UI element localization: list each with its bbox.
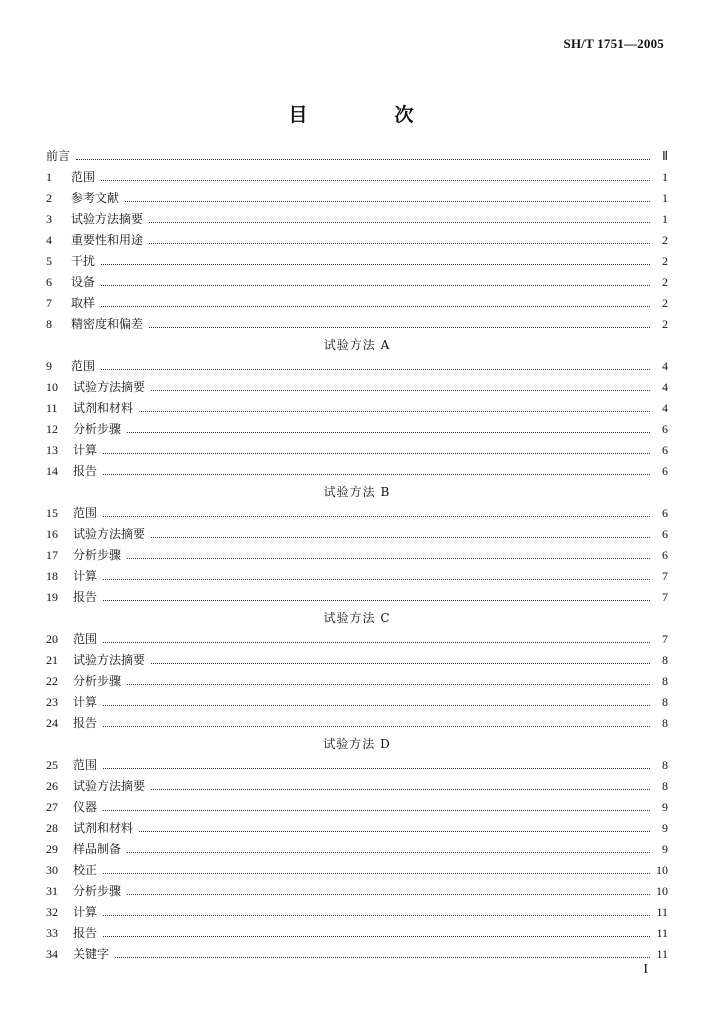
toc-entry-page: 1 bbox=[662, 191, 668, 205]
toc-entry-label: 试验方法摘要 bbox=[73, 527, 146, 541]
toc-entry-label: 精密度和偏差 bbox=[71, 317, 144, 331]
toc-entry-label: 计算 bbox=[73, 569, 98, 583]
toc-leader-dots bbox=[103, 914, 650, 916]
toc-entry-page: 1 bbox=[662, 170, 668, 184]
toc-entry[interactable] bbox=[46, 545, 668, 566]
toc-entry-label: 范围 bbox=[73, 758, 98, 772]
toc-entry[interactable] bbox=[46, 377, 668, 398]
toc-entry-label: 计算 bbox=[73, 443, 98, 457]
toc-entry-label: 分析步骤 bbox=[73, 884, 122, 898]
toc-entry-label: 范围 bbox=[71, 170, 96, 184]
toc-entry-number: 24 bbox=[46, 716, 58, 730]
toc-entry-label: 校正 bbox=[73, 863, 98, 877]
toc-entry-page: 11 bbox=[656, 947, 668, 961]
toc-entry-label: 样品制备 bbox=[73, 842, 122, 856]
toc-entry[interactable] bbox=[46, 839, 668, 860]
toc-section-heading: 试验方法 D bbox=[323, 737, 391, 751]
toc-entry-label: 计算 bbox=[73, 695, 98, 709]
folio-page-number: I bbox=[643, 962, 648, 977]
toc-entry-number: 31 bbox=[46, 884, 58, 898]
toc-entry[interactable] bbox=[46, 566, 668, 587]
toc-leader-dots bbox=[101, 263, 650, 265]
toc-entry[interactable] bbox=[46, 440, 668, 461]
toc-entry[interactable] bbox=[46, 860, 668, 881]
toc-entry[interactable] bbox=[46, 503, 668, 524]
toc-entry[interactable] bbox=[46, 650, 668, 671]
toc-entry-page: 2 bbox=[662, 254, 668, 268]
toc-entry[interactable] bbox=[46, 524, 668, 545]
toc-entry-label: 设备 bbox=[71, 275, 96, 289]
toc-leader-dots bbox=[151, 389, 650, 391]
toc-leader-dots bbox=[103, 935, 650, 937]
toc-entry-label: 试验方法摘要 bbox=[73, 380, 146, 394]
toc-entry[interactable] bbox=[46, 629, 668, 650]
toc-leader-dots bbox=[103, 515, 650, 517]
toc-entry-number: 32 bbox=[46, 905, 58, 919]
toc-entry[interactable] bbox=[46, 902, 668, 923]
toc-entry[interactable] bbox=[46, 881, 668, 902]
toc-entry-label: 前言 bbox=[46, 149, 71, 163]
toc-entry-label: 报告 bbox=[73, 464, 98, 478]
toc-entry-label: 范围 bbox=[73, 506, 98, 520]
toc-entry-number: 21 bbox=[46, 653, 58, 667]
toc-entry-label: 干扰 bbox=[71, 254, 96, 268]
toc-entry-number: 33 bbox=[46, 926, 58, 940]
toc-entry-page: 6 bbox=[662, 422, 668, 436]
toc-entry-number: 22 bbox=[46, 674, 58, 688]
toc-entry-label: 重要性和用途 bbox=[71, 233, 144, 247]
toc-entry-label: 报告 bbox=[73, 716, 98, 730]
toc-leader-dots bbox=[139, 830, 650, 832]
toc-entry-number: 34 bbox=[46, 947, 58, 961]
toc-entry-page: 9 bbox=[662, 842, 668, 856]
toc-entry[interactable] bbox=[46, 167, 668, 188]
toc-entry-number: 28 bbox=[46, 821, 58, 835]
toc-entry-label: 范围 bbox=[73, 632, 98, 646]
toc-entry-page: 8 bbox=[662, 758, 668, 772]
toc-leader-dots bbox=[101, 368, 650, 370]
toc-entry[interactable] bbox=[46, 209, 668, 230]
toc-entry-page: 11 bbox=[656, 926, 668, 940]
toc-entry-number: 26 bbox=[46, 779, 58, 793]
toc-entry-page: 6 bbox=[662, 548, 668, 562]
toc-entry-page: 6 bbox=[662, 464, 668, 478]
toc-entry[interactable] bbox=[46, 755, 668, 776]
toc-leader-dots bbox=[127, 431, 650, 433]
toc-leader-dots bbox=[127, 683, 650, 685]
toc-entry-page: 4 bbox=[662, 380, 668, 394]
toc-leader-dots bbox=[139, 410, 650, 412]
toc-entry-page: 10 bbox=[656, 884, 668, 898]
toc-entry[interactable] bbox=[46, 692, 668, 713]
toc-entry-number: 6 bbox=[46, 275, 52, 289]
toc-entry-page: 7 bbox=[662, 569, 668, 583]
toc-entry-page: 2 bbox=[662, 296, 668, 310]
toc-entry[interactable] bbox=[46, 188, 668, 209]
toc-entry-number: 18 bbox=[46, 569, 58, 583]
toc-entry[interactable] bbox=[46, 314, 668, 335]
toc-leader-dots bbox=[149, 221, 650, 223]
toc-entry[interactable] bbox=[46, 356, 668, 377]
toc-entry-label: 参考文献 bbox=[71, 191, 120, 205]
toc-entry-page: 11 bbox=[656, 905, 668, 919]
toc-leader-dots bbox=[127, 557, 650, 559]
toc-entry[interactable] bbox=[46, 818, 668, 839]
toc-leader-dots bbox=[101, 284, 650, 286]
toc-entry[interactable] bbox=[46, 293, 668, 314]
toc-entry-number: 27 bbox=[46, 800, 58, 814]
toc-entry-page: 4 bbox=[662, 359, 668, 373]
toc-entry[interactable] bbox=[46, 671, 668, 692]
toc-entry-number: 11 bbox=[46, 401, 58, 415]
toc-leader-dots bbox=[103, 641, 650, 643]
toc-entry-number: 10 bbox=[46, 380, 58, 394]
toc-leader-dots bbox=[151, 788, 650, 790]
toc-leader-dots bbox=[103, 809, 650, 811]
toc-entry-number: 13 bbox=[46, 443, 58, 457]
toc-leader-dots bbox=[103, 725, 650, 727]
toc-entry-page: Ⅱ bbox=[662, 149, 668, 163]
toc-entry-label: 报告 bbox=[73, 590, 98, 604]
toc-entry[interactable] bbox=[46, 230, 668, 251]
toc-entry-page: 9 bbox=[662, 821, 668, 835]
toc-leader-dots bbox=[103, 578, 650, 580]
toc-entry-label: 试剂和材料 bbox=[73, 821, 134, 835]
toc-entry-label: 关键字 bbox=[73, 947, 110, 961]
toc-entry-page: 8 bbox=[662, 674, 668, 688]
toc-entry-page: 2 bbox=[662, 317, 668, 331]
toc-entry-label: 试剂和材料 bbox=[73, 401, 134, 415]
toc-entry[interactable] bbox=[46, 776, 668, 797]
toc-entry-number: 4 bbox=[46, 233, 52, 247]
toc-entry[interactable] bbox=[46, 419, 668, 440]
toc-leader-dots bbox=[125, 200, 650, 202]
toc-entry-label: 试验方法摘要 bbox=[73, 653, 146, 667]
toc-leader-dots bbox=[103, 452, 650, 454]
toc-entry-page: 6 bbox=[662, 527, 668, 541]
toc-entry-label: 取样 bbox=[71, 296, 96, 310]
toc-entry-page: 6 bbox=[662, 443, 668, 457]
toc-entry-number: 17 bbox=[46, 548, 58, 562]
toc-entry-page: 6 bbox=[662, 506, 668, 520]
toc-entry-number: 9 bbox=[46, 359, 52, 373]
toc-leader-dots bbox=[103, 767, 650, 769]
toc-entry-number: 2 bbox=[46, 191, 52, 205]
toc-entry-number: 15 bbox=[46, 506, 58, 520]
toc-entry-label: 分析步骤 bbox=[73, 548, 122, 562]
toc-entry[interactable] bbox=[46, 146, 668, 167]
toc-entry-label: 分析步骤 bbox=[73, 422, 122, 436]
toc-entry[interactable] bbox=[46, 461, 668, 482]
toc-entry-number: 29 bbox=[46, 842, 58, 856]
toc-leader-dots bbox=[103, 872, 650, 874]
toc-entry-number: 25 bbox=[46, 758, 58, 772]
toc-section-heading: 试验方法 A bbox=[323, 338, 391, 352]
toc-entry[interactable] bbox=[46, 251, 668, 272]
toc-entry-page: 8 bbox=[662, 779, 668, 793]
toc-leader-dots bbox=[103, 704, 650, 706]
toc-leader-dots bbox=[149, 242, 650, 244]
toc-entry-number: 1 bbox=[46, 170, 52, 184]
toc-leader-dots bbox=[115, 956, 650, 958]
toc-leader-dots bbox=[127, 851, 650, 853]
toc-entry-page: 7 bbox=[662, 590, 668, 604]
toc-leader-dots bbox=[151, 662, 650, 664]
toc-entry[interactable] bbox=[46, 272, 668, 293]
toc-entry[interactable] bbox=[46, 944, 668, 965]
toc-entry-label: 报告 bbox=[73, 926, 98, 940]
toc-entry-label: 试验方法摘要 bbox=[73, 779, 146, 793]
toc-entry-number: 8 bbox=[46, 317, 52, 331]
toc-entry-label: 范围 bbox=[71, 359, 96, 373]
toc-section-heading: 试验方法 C bbox=[323, 611, 391, 625]
toc-entry-number: 30 bbox=[46, 863, 58, 877]
toc-section-heading: 试验方法 B bbox=[323, 485, 391, 499]
toc-leader-dots bbox=[76, 158, 650, 160]
table-of-contents bbox=[46, 146, 668, 965]
toc-entry-page: 2 bbox=[662, 233, 668, 247]
toc-entry-page: 8 bbox=[662, 653, 668, 667]
toc-leader-dots bbox=[151, 536, 650, 538]
toc-leader-dots bbox=[149, 326, 650, 328]
toc-entry-page: 9 bbox=[662, 800, 668, 814]
toc-entry-page: 10 bbox=[656, 863, 668, 877]
toc-entry-page: 2 bbox=[662, 275, 668, 289]
toc-entry-number: 20 bbox=[46, 632, 58, 646]
toc-entry-number: 14 bbox=[46, 464, 58, 478]
toc-entry[interactable] bbox=[46, 797, 668, 818]
toc-entry-number: 19 bbox=[46, 590, 58, 604]
standard-code: SH/T 1751—2005 bbox=[563, 36, 664, 51]
toc-entry-number: 12 bbox=[46, 422, 58, 436]
toc-entry[interactable] bbox=[46, 923, 668, 944]
toc-leader-dots bbox=[103, 599, 650, 601]
toc-leader-dots bbox=[101, 305, 650, 307]
toc-entry-page: 1 bbox=[662, 212, 668, 226]
toc-entry-label: 试验方法摘要 bbox=[71, 212, 144, 226]
toc-entry-page: 8 bbox=[662, 695, 668, 709]
toc-entry-label: 分析步骤 bbox=[73, 674, 122, 688]
toc-entry-number: 23 bbox=[46, 695, 58, 709]
toc-entry-page: 4 bbox=[662, 401, 668, 415]
toc-entry-label: 仪器 bbox=[73, 800, 98, 814]
toc-entry-number: 3 bbox=[46, 212, 52, 226]
toc-entry[interactable] bbox=[46, 587, 668, 608]
toc-entry-page: 8 bbox=[662, 716, 668, 730]
page-title: 目 次 bbox=[288, 104, 448, 126]
toc-entry-page: 7 bbox=[662, 632, 668, 646]
toc-entry-label: 计算 bbox=[73, 905, 98, 919]
toc-leader-dots bbox=[127, 893, 650, 895]
toc-leader-dots bbox=[103, 473, 650, 475]
toc-entry-number: 16 bbox=[46, 527, 58, 541]
toc-entry-number: 5 bbox=[46, 254, 52, 268]
toc-entry[interactable] bbox=[46, 398, 668, 419]
toc-leader-dots bbox=[101, 179, 650, 181]
toc-entry-number: 7 bbox=[46, 296, 52, 310]
toc-entry[interactable] bbox=[46, 713, 668, 734]
